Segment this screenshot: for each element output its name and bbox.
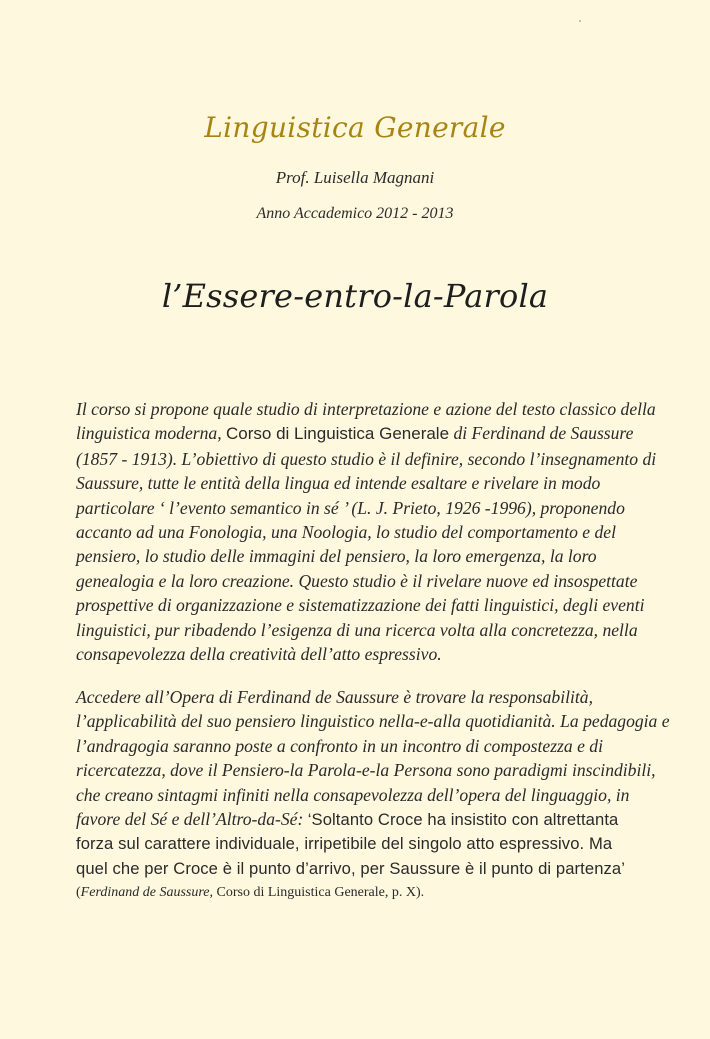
text-line: genealogia e la loro creazione. Questo studio è il rivelare nuove ed insospettate [76, 570, 638, 591]
citation-paren: ( [76, 885, 81, 901]
text-line: ricercatezza, dove il Pensiero-la Parola-e-la Persona sono paradigmi inscindibili, [76, 760, 656, 781]
text-fragment: di Ferdinand de Saussure [449, 423, 634, 444]
text-fragment: favore del Sé e dell’Altro-da-Sé: [76, 809, 308, 830]
text-fragment: linguistica moderna, [76, 423, 227, 444]
citation-source: Corso di Linguistica Generale, p. X). [213, 885, 425, 901]
course-subtitle: l’Essere-entro-la-Parola [161, 277, 549, 315]
text-line: Il corso si propone quale studio di interpretazione e azione del testo classico della [76, 399, 656, 419]
text-line: (1857 - 1913). L’obiettivo di questo studio è il definire, secondo l’insegnamento di [76, 448, 657, 469]
text-line: Accedere all’Opera di Ferdinand de Saussure è trovare la responsabilità, [76, 687, 593, 707]
text-line: accanto ad una Fonologia, una Noologia, lo studio del comportamento e del [76, 522, 616, 543]
text-line: Saussure, tutte le entità della lingua ed intende esaltare e rivelare in modo [76, 473, 601, 494]
croce-quote-line: quel che per Croce è il punto d’arrivo, per Saussure è il punto di partenza’ [76, 858, 626, 878]
text-line: l’andragogia saranno poste a confronto in un incontro di compostezza e di [76, 735, 603, 756]
text-line: prospettive di organizzazione e sistematizzazione dei fatti linguistici, degli eventi [76, 595, 645, 616]
text-line: linguistici, pur ribadendo l’esigenza di una ricerca volta alla concretezza, nella [76, 619, 638, 640]
text-line [76, 421, 676, 446]
course-title: Linguistica Generale [204, 111, 506, 144]
text-line [76, 807, 676, 832]
academic-year: Anno Accademico 2012 - 2013 [256, 205, 454, 222]
citation-author: Ferdinand de Saussure, [80, 885, 214, 901]
text-line: l’applicabilità del suo pensiero linguistico nella-e-alla quotidianità. La pedagogia e [76, 711, 670, 732]
paragraph-access [76, 685, 676, 906]
text-line: consapevolezza della creatività dell’atto espressivo. [76, 644, 442, 665]
scan-speck [579, 20, 581, 22]
citation [76, 881, 676, 905]
croce-quote-start: ‘Soltanto Croce ha insistito con altrettanta [307, 810, 619, 830]
professor-name: Prof. Luisella Magnani [275, 168, 435, 187]
book-title: Corso di Linguistica Generale [226, 424, 450, 444]
paragraph-intro [76, 397, 676, 666]
text-line: che creano sintagmi infiniti nella consapevolezza dell’opera del linguaggio, in [76, 784, 630, 805]
text-line: particolare ‘ l’evento semantico in sé ’ (L. J. Prieto, 1926 -1996), proponendo [76, 497, 625, 518]
croce-quote-line: forza sul carattere individuale, irripetibile del singolo atto espressivo. Ma [76, 834, 613, 854]
text-line: pensiero, lo studio delle immagini del pensiero, la loro emergenza, la loro [76, 546, 597, 567]
